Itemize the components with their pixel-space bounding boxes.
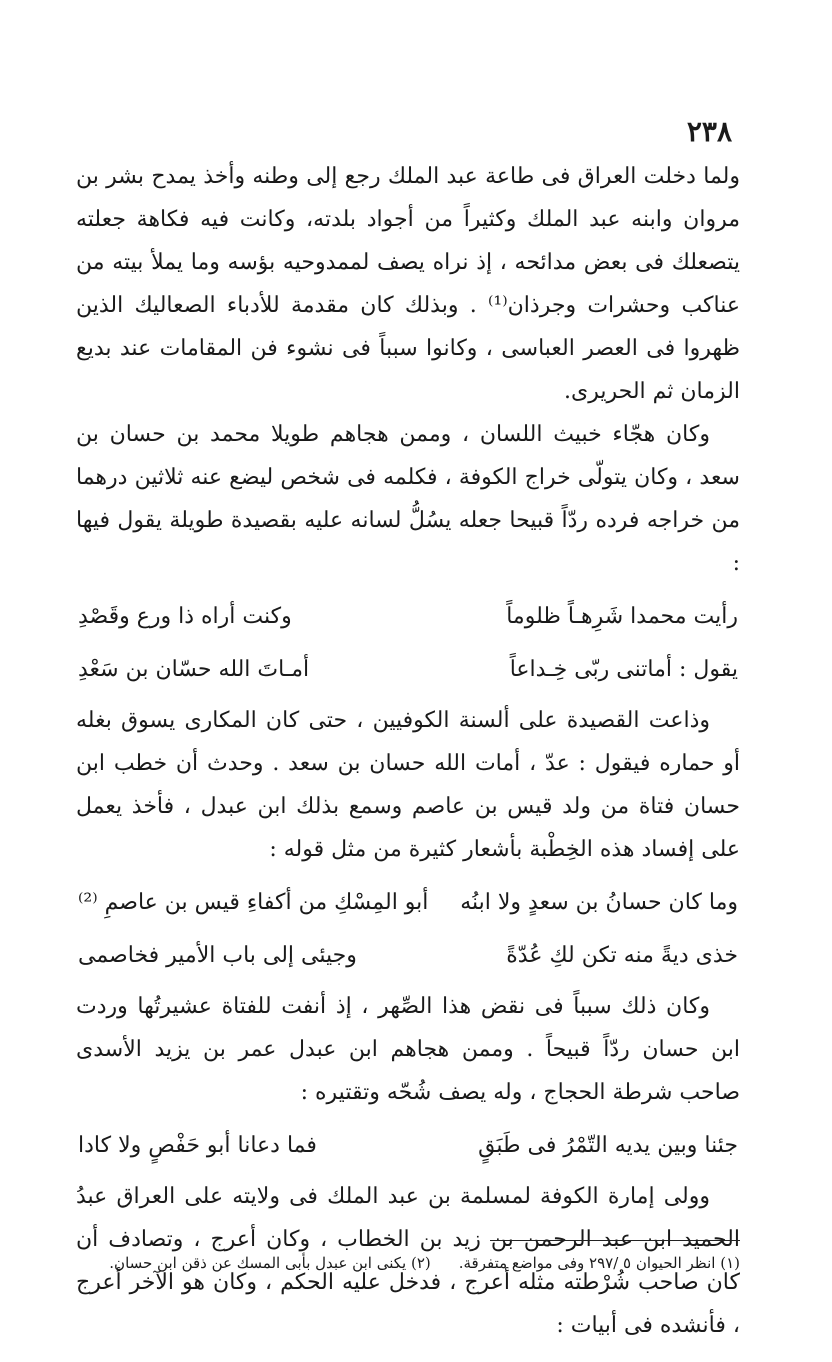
verse-second-hemistich: أبو المِسْكِ من أكفاءِ قيس بن عاصمِ ⁽²⁾ [78,890,429,915]
verse-first-hemistich: وما كان حسانُ بن سعدٍ ولا ابنُه [460,890,738,915]
verse-second-hemistich: أمـاتَ الله حسّان بن سَعْدِ [78,657,310,682]
paragraph: وولى إمارة الكوفة لمسلمة بن عبد الملك فى ولايته على العراق عبدُ الحميد ابن عبد الرحمن بن زيد بن الخطاب ، وكان أعرج ، وتصادف أن كان صاحب شُرْطته مثله أعرج ، فدخل عليه الحكم ، وكان هو الآخر أعرج ، فأنشده فى أبيات : [76,1184,740,1338]
verse-first-hemistich: خذى ديةً منه تكن لكِ عُدّةً [506,943,738,968]
page-body [76,155,740,1347]
footnotes [90,1250,740,1276]
verse-line [76,934,740,977]
paragraph: وذاعت القصيدة على ألسنة الكوفيين ، حتى كان المكارى يسوق بغله أو حماره فيقول : عدّ ، أمات الله حسان بن سعد . وحدث أن خطب ابن حسان فتاة من ولد قيس بن عاصم وسمع بذلك ابن عبدل ، فأخذ يعمل على إفساد هذه الخِطْبة بأشعار كثيرة من مثل قوله : [76,708,740,862]
verse-first-hemistich: يقول : أماتنى ربّى خِـداعاً [509,657,738,682]
verse-second-hemistich: وجيئى إلى باب الأمير فخاصمى [78,943,357,968]
page-number: ٢٣٨ [686,115,732,148]
verse-line [76,1124,740,1167]
verse-line [76,648,740,691]
verse-line [76,881,740,924]
paragraph: ولما دخلت العراق فى طاعة عبد الملك رجع إلى وطنه وأخذ يمدح بشر بن مروان وابنه عبد الملك وكثيراً من أجواد بلدته، وكانت فيه فكاهة جعلته يتصعلك فى بعض مدائحه ، إذ نراه يصف لممدوحيه بؤسه وما يملأ بيته من عناكب وحشرات وجرذان⁽¹⁾ . وبذلك كان مقدمة للأدباء الصعاليك الذين ظهروا فى العصر العباسى ، وكانوا سبباً فى نشوء فن المقامات عند بديع الزمان ثم الحريرى. [76,164,740,404]
verse-line [76,595,740,638]
verse-second-hemistich: وكنت أراه ذا ورع وقَصْدِ [78,604,292,629]
verse-second-hemistich: فما دعانا أبو حَفْصٍ ولا كادا [78,1133,317,1158]
footnote: (٢) يكنى ابن عبدل بأبى المسك عن ذقن ابن حسان. [109,1254,431,1272]
footnote-rule [490,1240,740,1241]
paragraph: وكان هجّاء خبيث اللسان ، وممن هجاهم طويلا محمد بن حسان بن سعد ، وكان يتولّى خراج الكوفة ، فكلمه فى شخص ليضع عنه ثلاثين درهما من خراجه فرده ردّاً قبيحا جعله يسُلُّ لسانه عليه بقصيدة طويلة يقول فيها : [76,422,740,576]
footnote: (١) انظر الحيوان ٥ /٢٩٧ وفى مواضع متفرقة. [458,1254,740,1272]
verse-first-hemistich: جئنا وبين يديه التّمْرُ فى طَبَقٍ [478,1133,738,1158]
verse-first-hemistich: رأيت محمدا شَرِهـاً ظلوماً [506,604,738,629]
paragraph: وكان ذلك سبباً فى نقض هذا الصِّهر ، إذ أنفت للفتاة عشيرتُها وردت ابن حسان ردّاً قبيحاً . وممن هجاهم ابن عبدل عمر بن يزيد الأسدى صاحب شرطة الحجاج ، وله يصف شُحّه وتقتيره : [76,994,740,1105]
